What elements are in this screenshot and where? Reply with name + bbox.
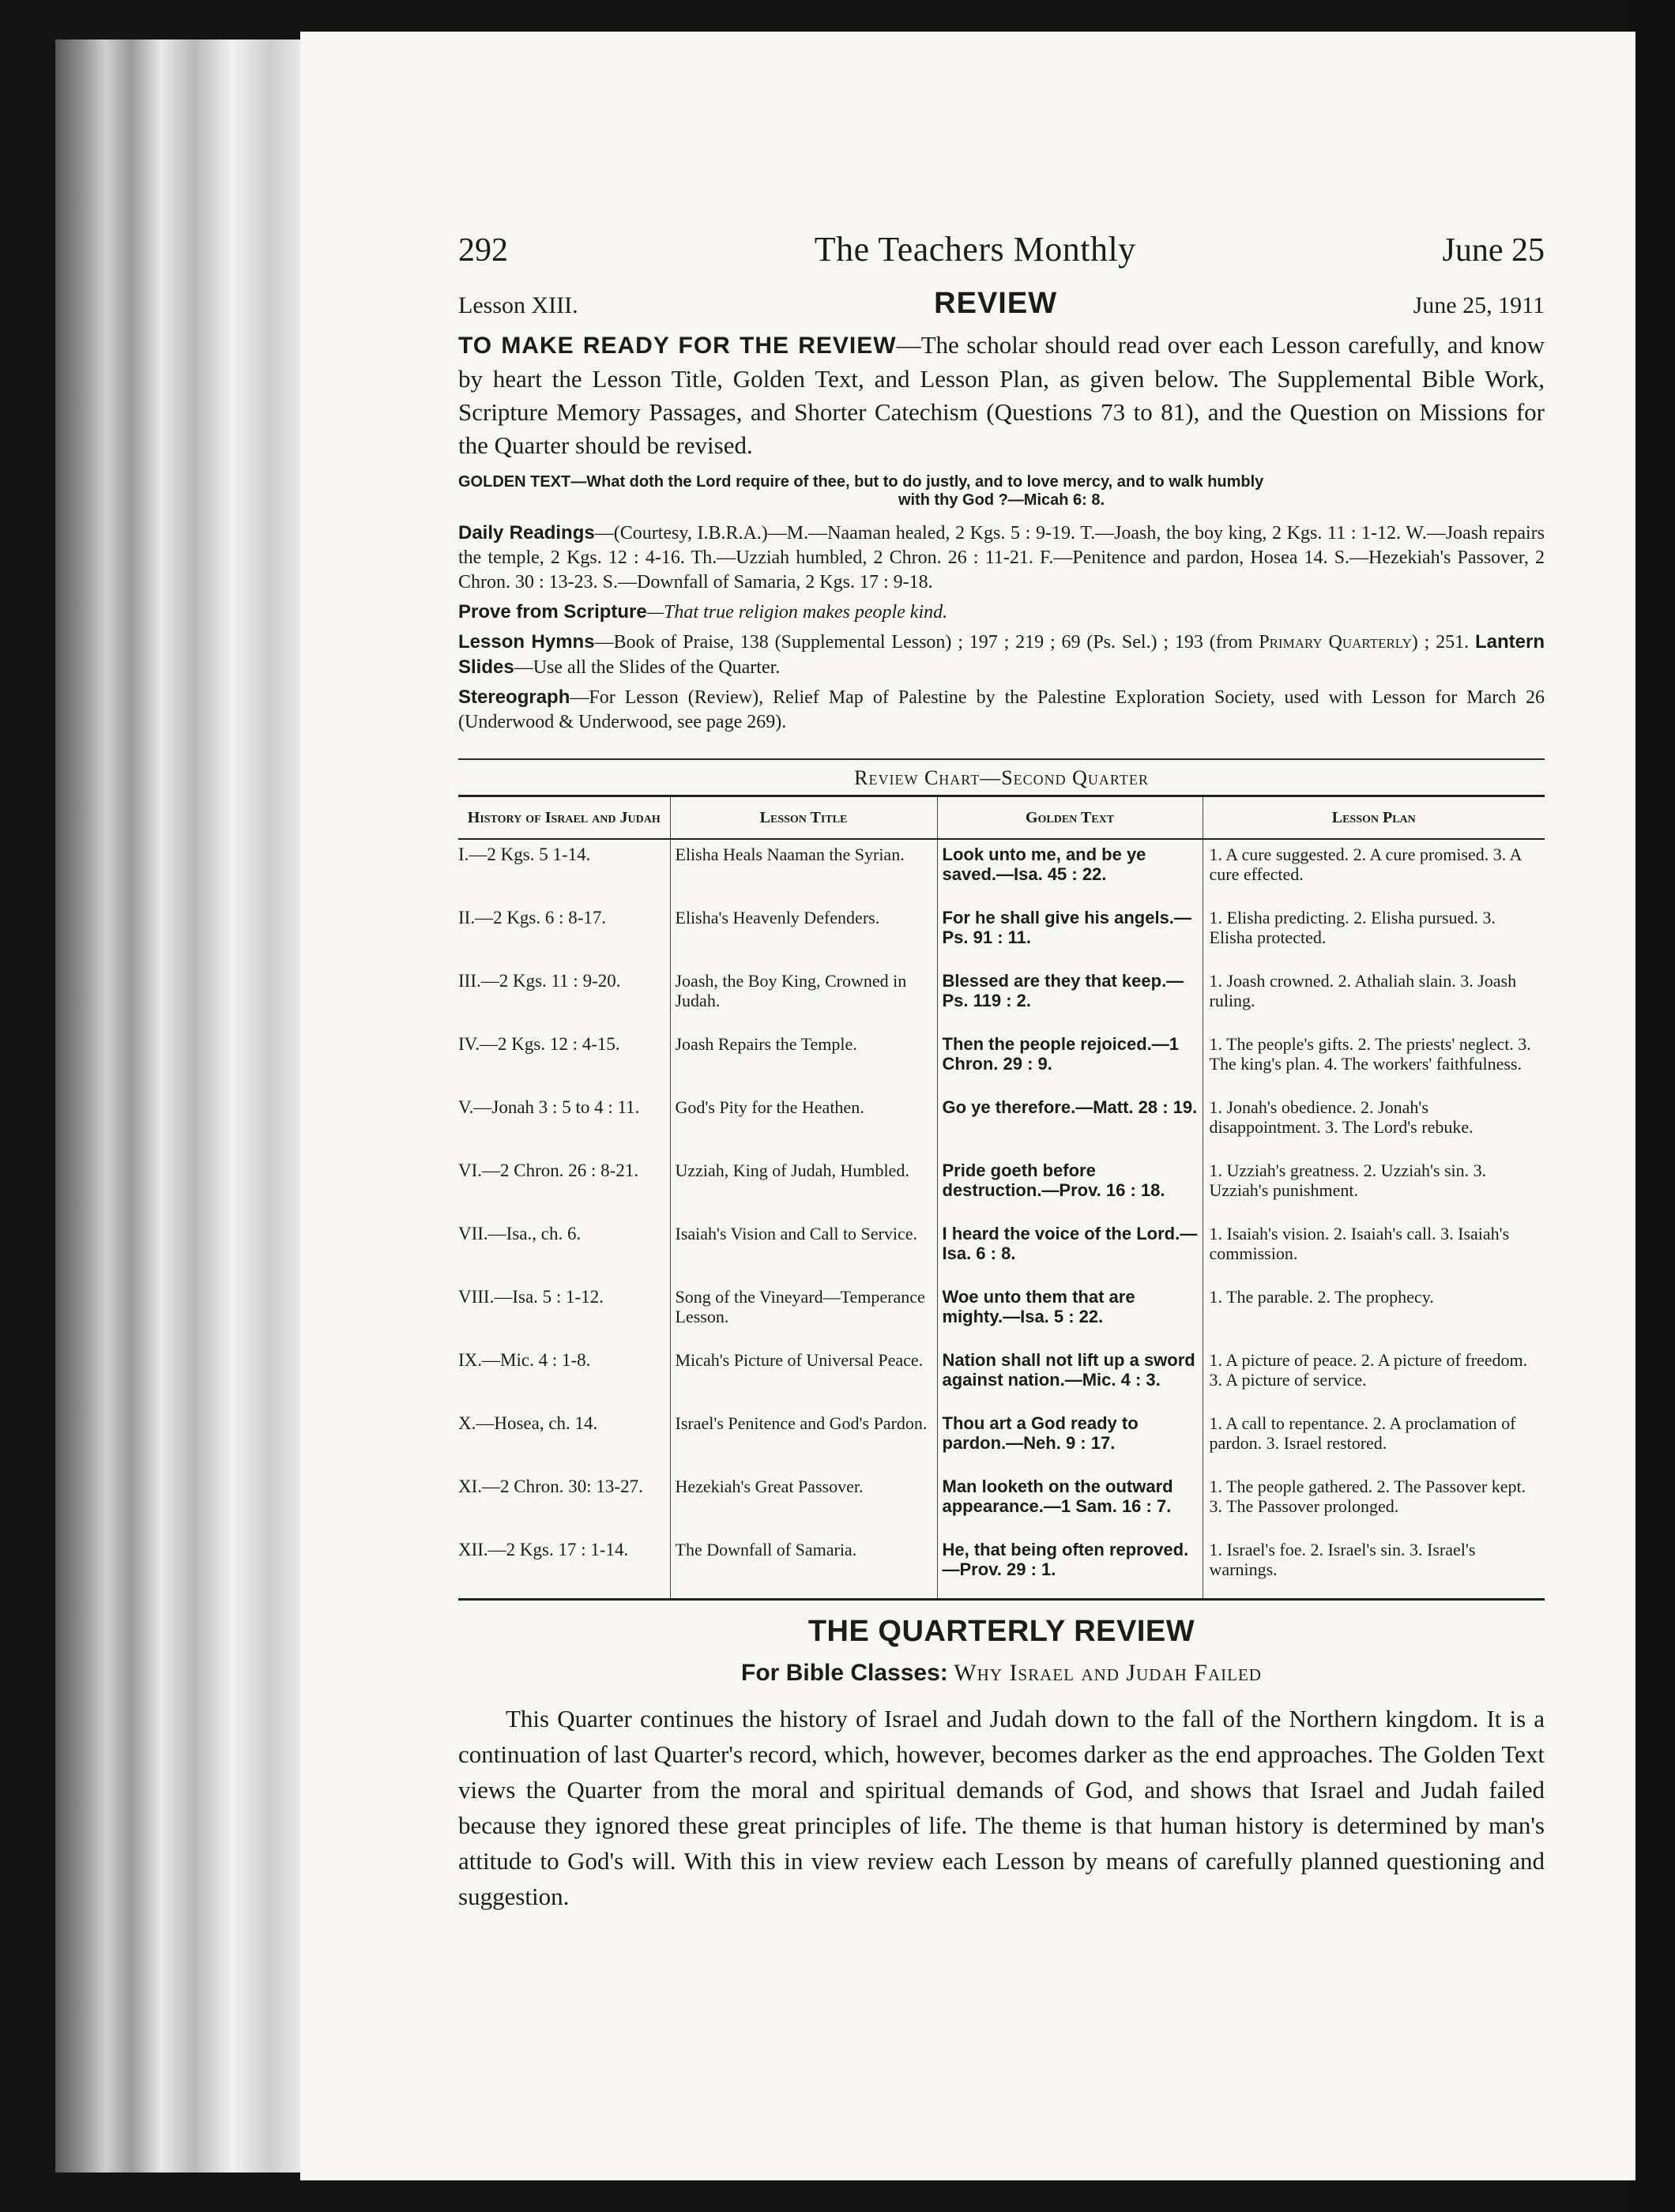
chart-cell-reference: V.—Jonah 3 : 5 to 4 : 11. — [458, 1093, 670, 1156]
chart-cell-lesson-plan: 1. Israel's foe. 2. Israel's sin. 3. Israel's warnings. — [1209, 1540, 1476, 1579]
page-sheet — [300, 32, 1635, 2180]
quarterly-review-sub-bold: For Bible Classes: — [741, 1660, 948, 1686]
stereograph-heading: Stereograph — [458, 687, 570, 708]
prep-text: —The scholar should read over each Lesson carefully, and know by heart the Lesson Title, Golden Text, and Lesson Plan, as given below. The Supplemental Bible Work, Scripture Memory Passages, and Shorter Catechism (Questions 73 to 81), and the Question on Missions for the Quarter should be revised. — [458, 331, 1545, 459]
chart-cell-reference: VII.—Isa., ch. 6. — [458, 1219, 670, 1282]
chart-cell-lesson-title: Joash, the Boy King, Crowned in Judah. — [670, 966, 937, 1029]
chart-cell-reference: X.—Hosea, ch. 14. — [458, 1409, 670, 1472]
quarterly-review-subtitle — [458, 1660, 1545, 1687]
chart-cell-lesson-title: Joash Repairs the Temple. — [670, 1029, 937, 1093]
table-row — [458, 903, 1545, 966]
chart-cell-golden-text: Then the people rejoiced.—1 Chron. 29 : 9. — [937, 1029, 1203, 1093]
chart-cell-lesson-plan: 1. The parable. 2. The prophecy. — [1209, 1287, 1434, 1307]
chart-cell-reference: XII.—2 Kgs. 17 : 1-14. — [458, 1535, 670, 1600]
lesson-title: REVIEW — [934, 287, 1058, 320]
running-title: The Teachers Monthly — [814, 230, 1136, 269]
running-date: June 25 — [1442, 232, 1545, 269]
chart-cell-lesson-title: Micah's Picture of Universal Peace. — [670, 1345, 937, 1409]
review-chart-table — [458, 795, 1545, 1601]
chart-cell-lesson-plan: 1. Isaiah's vision. 2. Isaiah's call. 3. Isaiah's commission. — [1209, 1224, 1510, 1263]
lesson-header — [458, 287, 1545, 321]
chart-cell-lesson-title: Song of the Vineyard—Temperance Lesson. — [670, 1282, 937, 1345]
daily-readings-heading: Daily Readings — [458, 522, 595, 544]
quarterly-review-title: THE QUARTERLY REVIEW — [807, 1615, 1195, 1648]
hymns-text: —Book of Praise, 138 (Supplemental Lesson) ; 197 ; 219 ; 69 (Ps. Sel.) ; 193 (from — [594, 632, 1259, 653]
slides-text: —Use all the Slides of the Quarter. — [514, 657, 781, 678]
lesson-hymns — [458, 630, 1545, 680]
chart-cell-golden-text: Go ye therefore.—Matt. 28 : 19. — [937, 1093, 1203, 1156]
chart-cell-lesson-title: Elisha's Heavenly Defenders. — [670, 903, 937, 966]
table-row — [458, 839, 1545, 903]
chart-cell-lesson-title: The Downfall of Samaria. — [670, 1535, 937, 1600]
table-row — [458, 1093, 1545, 1156]
chart-header-lesson-title: Lesson Title — [670, 796, 937, 840]
chart-cell-reference: II.—2 Kgs. 6 : 8-17. — [458, 903, 670, 966]
quarterly-review-body: This Quarter continues the history of Israel and Judah down to the fall of the Northern kingdom. It is a continuation of last Quarter's record, which, however, becomes darker as the end approaches. The Golden Text views the Quarter from the moral and spiritual demands of God, and shows that Israel and Judah failed because they ignored these great principles of life. The theme is that human history is determined by man's attitude to God's will. With this in view review each Lesson by means of carefully planned questioning and suggestion. — [458, 1705, 1545, 1910]
chart-cell-golden-text: Blessed are they that keep.—Ps. 119 : 2. — [937, 966, 1203, 1029]
prep-lead: TO MAKE READY FOR THE REVIEW — [458, 333, 897, 359]
chart-cell-reference: III.—2 Kgs. 11 : 9-20. — [458, 966, 670, 1029]
chart-cell-lesson-title: Isaiah's Vision and Call to Service. — [670, 1219, 937, 1282]
chart-cell-lesson-title: Israel's Penitence and God's Pardon. — [670, 1409, 937, 1472]
prove-from-scripture — [458, 600, 1545, 625]
table-row — [458, 1282, 1545, 1345]
chart-cell-lesson-plan: 1. Joash crowned. 2. Athaliah slain. 3. Joash ruling. — [1209, 971, 1517, 1010]
review-chart-title: Review Chart—Second Quarter — [854, 766, 1149, 789]
stereograph — [458, 685, 1545, 735]
running-head — [458, 229, 1545, 269]
chart-cell-golden-text: Look unto me, and be ye saved.—Isa. 45 : 22. — [937, 839, 1203, 903]
chart-header-golden-text: Golden Text — [937, 796, 1203, 840]
stereograph-text: —For Lesson (Review), Relief Map of Palestine by the Palestine Exploration Society, used with Lesson for March 26 (Underwood & Underwood, see page 269). — [458, 687, 1545, 732]
chart-cell-golden-text: Man looketh on the outward appearance.—1 Sam. 16 : 7. — [937, 1472, 1203, 1535]
lesson-label: Lesson XIII. — [458, 292, 578, 318]
chart-cell-lesson-title: God's Pity for the Heathen. — [670, 1093, 937, 1156]
chart-cell-lesson-plan: 1. Elisha predicting. 2. Elisha pursued. 3. Elisha protected. — [1209, 908, 1496, 947]
chart-cell-golden-text: For he shall give his angels.—Ps. 91 : 11. — [937, 903, 1203, 966]
golden-text-tail: with thy God ?—Micah 6: 8. — [898, 491, 1105, 509]
prove-text: —That true religion makes people kind. — [646, 602, 948, 623]
chart-cell-lesson-title: Elisha Heals Naaman the Syrian. — [670, 839, 937, 903]
chart-cell-lesson-title: Uzziah, King of Judah, Humbled. — [670, 1156, 937, 1219]
review-chart — [458, 758, 1545, 1601]
chart-header-history: History of Israel and Judah — [458, 796, 670, 840]
daily-readings-text: —(Courtesy, I.B.R.A.)—M.—Naaman healed, 2 Kgs. 5 : 9-19. T.—Joash, the boy king, 2 Kgs. 11 : 1-12. W.—Joash repairs the temple, 2 Kgs. 12 : 4-16. Th.—Uzziah humbled, 2 Chron. 26 : 11-21. F.—Penitence and pardon, Hosea 14. S.—Hezekiah's Passover, 2 Chron. 30 : 13-23. S.—Downfall of Samaria, 2 Kgs. 17 : 9-18. — [458, 523, 1545, 592]
table-row — [458, 1535, 1545, 1600]
chart-cell-lesson-plan: 1. Uzziah's greatness. 2. Uzziah's sin. 3. Uzziah's punishment. — [1209, 1161, 1487, 1200]
chart-cell-golden-text: Woe unto them that are mighty.—Isa. 5 : 22. — [937, 1282, 1203, 1345]
table-row — [458, 1345, 1545, 1409]
chart-cell-reference: VIII.—Isa. 5 : 1-12. — [458, 1282, 670, 1345]
chart-cell-lesson-plan: 1. A cure suggested. 2. A cure promised. 3. A cure effected. — [1209, 845, 1522, 884]
prep-paragraph — [458, 329, 1545, 462]
chart-body — [458, 839, 1545, 1600]
slides-heading: Lantern Slides — [458, 631, 1545, 678]
table-row — [458, 1156, 1545, 1219]
chart-cell-reference: I.—2 Kgs. 5 1-14. — [458, 839, 670, 903]
golden-text-main: GOLDEN TEXT—What doth the Lord require of thee, but to do justly, and to love mercy, and to walk humbly — [458, 473, 1264, 491]
page-content — [458, 229, 1545, 1939]
chart-cell-lesson-plan: 1. A picture of peace. 2. A picture of freedom. 3. A picture of service. — [1209, 1350, 1528, 1390]
prove-heading: Prove from Scripture — [458, 601, 647, 623]
table-row — [458, 1219, 1545, 1282]
chart-cell-lesson-plan: 1. Jonah's obedience. 2. Jonah's disappointment. 3. The Lord's rebuke. — [1209, 1097, 1474, 1137]
chart-cell-golden-text: Pride goeth before destruction.—Prov. 16 : 18. — [937, 1156, 1203, 1219]
hymns-quarterly: Primary Quarterly — [1259, 632, 1412, 653]
chart-cell-lesson-plan: 1. The people's gifts. 2. The priests' neglect. 3. The king's plan. 4. The workers' faithfulness. — [1209, 1034, 1531, 1074]
chart-cell-lesson-plan: 1. The people gathered. 2. The Passover kept. 3. The Passover prolonged. — [1209, 1477, 1526, 1516]
hymns-heading: Lesson Hymns — [458, 631, 595, 653]
chart-cell-golden-text: He, that being often reproved.—Prov. 29 : 1. — [937, 1535, 1203, 1600]
chart-header-row — [458, 796, 1545, 840]
golden-text — [458, 473, 1545, 510]
chart-cell-reference: VI.—2 Chron. 26 : 8-21. — [458, 1156, 670, 1219]
lesson-date: June 25, 1911 — [1413, 292, 1545, 318]
daily-readings — [458, 521, 1545, 595]
table-row — [458, 1029, 1545, 1093]
table-row — [458, 1409, 1545, 1472]
chart-header-lesson-plan: Lesson Plan — [1203, 796, 1545, 840]
table-row — [458, 966, 1545, 1029]
book-page-edges — [55, 40, 308, 2172]
chart-cell-lesson-title: Hezekiah's Great Passover. — [670, 1472, 937, 1535]
table-row — [458, 1472, 1545, 1535]
quarterly-review-sub-caps: Why Israel and Judah Failed — [954, 1660, 1262, 1686]
chart-cell-reference: XI.—2 Chron. 30: 13-27. — [458, 1472, 670, 1535]
chart-cell-lesson-plan: 1. A call to repentance. 2. A proclamation of pardon. 3. Israel restored. — [1209, 1413, 1516, 1453]
chart-cell-reference: IV.—2 Kgs. 12 : 4-15. — [458, 1029, 670, 1093]
page-number: 292 — [458, 232, 508, 269]
hymns-text2: ) ; 251. — [1411, 632, 1475, 653]
chart-cell-reference: IX.—Mic. 4 : 1-8. — [458, 1345, 670, 1409]
chart-cell-golden-text: Thou art a God ready to pardon.—Neh. 9 : 17. — [937, 1409, 1203, 1472]
chart-cell-golden-text: Nation shall not lift up a sword against nation.—Mic. 4 : 3. — [937, 1345, 1203, 1409]
chart-cell-golden-text: I heard the voice of the Lord.—Isa. 6 : 8. — [937, 1219, 1203, 1282]
